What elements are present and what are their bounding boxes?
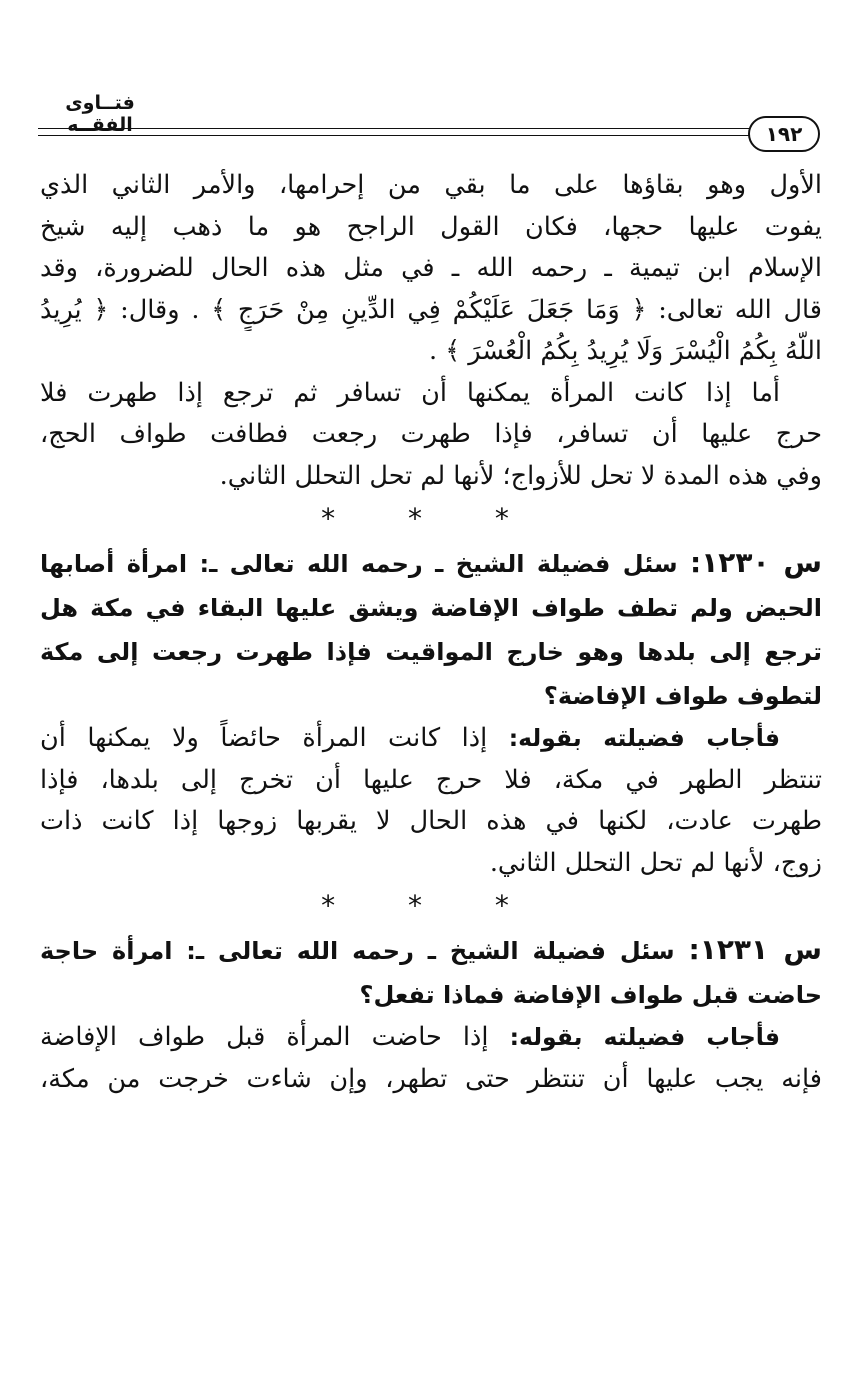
answer-line: تنتظر الطهر في مكة، فلا حرج عليها أن تخرج إلى بلدها، فإذا [40,764,822,795]
section-separator: * * * [321,889,541,922]
question-line: حاضت قبل طواف الإفاضة فماذا تفعل؟ [359,981,822,1009]
text-line-verse: قال الله تعالى: ﴿ وَمَا جَعَلَ عَلَيْكُمْ فِي الدِّينِ مِنْ حَرَجٍ ﴾ . وقال: ﴿ يُرِيدُ [40,294,822,325]
answer-1230 [40,718,822,884]
page-number-badge: ١٩٢ [748,116,820,152]
question-line: لتطوف طواف الإفاضة؟ [543,682,822,710]
header-rule-bottom [38,135,750,136]
answer-1231 [40,1017,822,1100]
answer-lead: فأجاب فضيلته بقوله: [508,724,781,752]
question-line: ترجع إلى بلدها وهو خارج المواقيت فإذا طهرت رجعت إلى مكة [40,638,822,666]
text-line: أما إذا كانت المرأة يمكنها أن تسافر ثم ترجع إذا طهرت فلا [40,377,780,408]
question-line: الحيض ولم تطف طواف الإفاضة ويشق عليها البقاء في مكة هل [40,594,822,622]
text-line: يفوت عليها حجها، فكان القول الراجح هو ما ذهب إليه شيخ [40,211,822,242]
question-1230 [40,541,822,718]
text-line: الأول وهو بقاؤها على ما بقي من إحرامها، والأمر الثاني الذي [40,170,822,200]
text-line: وفي هذه المدة لا تحل للأزواج؛ لأنها لم تحل التحلل الثاني. [219,460,822,491]
answer-line: طهرت عادت، لكنها في هذه الحال لا يقربها زوجها إذا كانت ذات [40,806,822,836]
running-header-title: فتــاوى الفقــه [65,92,135,136]
question-text: سئل فضيلة الشيخ ـ رحمه الله تعالى ـ: امرأة حاجة [40,937,675,965]
answer-text: إذا كانت المرأة حائضاً ولا يمكنها أن [40,723,488,753]
text-line-verse: اللَّهُ بِكُمُ الْيُسْرَ وَلَا يُرِيدُ بِكُمُ الْعُسْرَ ﴾ . [428,336,822,366]
header-rule-top [38,128,750,129]
answer-lead: فأجاب فضيلته بقوله: [509,1023,781,1051]
question-number: س ١٢٣٠: [690,546,822,579]
section-separator: * * * [321,502,541,535]
question-text: سئل فضيلة الشيخ ـ رحمه الله تعالى ـ: امرأة أصابها [40,550,678,578]
answer-line: زوج، لأنها لم تحل التحلل الثاني. [489,847,822,878]
page-body [40,165,822,1100]
question-1231 [40,928,822,1017]
paragraph-continuation [40,165,822,373]
answer-line: فإنه يجب عليها أن تنتظر حتى تطهر، وإن شاءت خرجت من مكة، [40,1063,822,1094]
answer-text: إذا حاضت المرأة قبل طواف الإفاضة [40,1022,489,1052]
text-line: حرج عليها أن تسافر، فإذا طهرت رجعت فطافت طواف الحج، [40,419,822,449]
question-number: س ١٢٣١: [688,933,822,966]
text-line: الإسلام ابن تيمية ـ رحمه الله ـ في مثل هذه الحال للضرورة، وقد [40,253,822,283]
paragraph-travel [40,373,822,498]
